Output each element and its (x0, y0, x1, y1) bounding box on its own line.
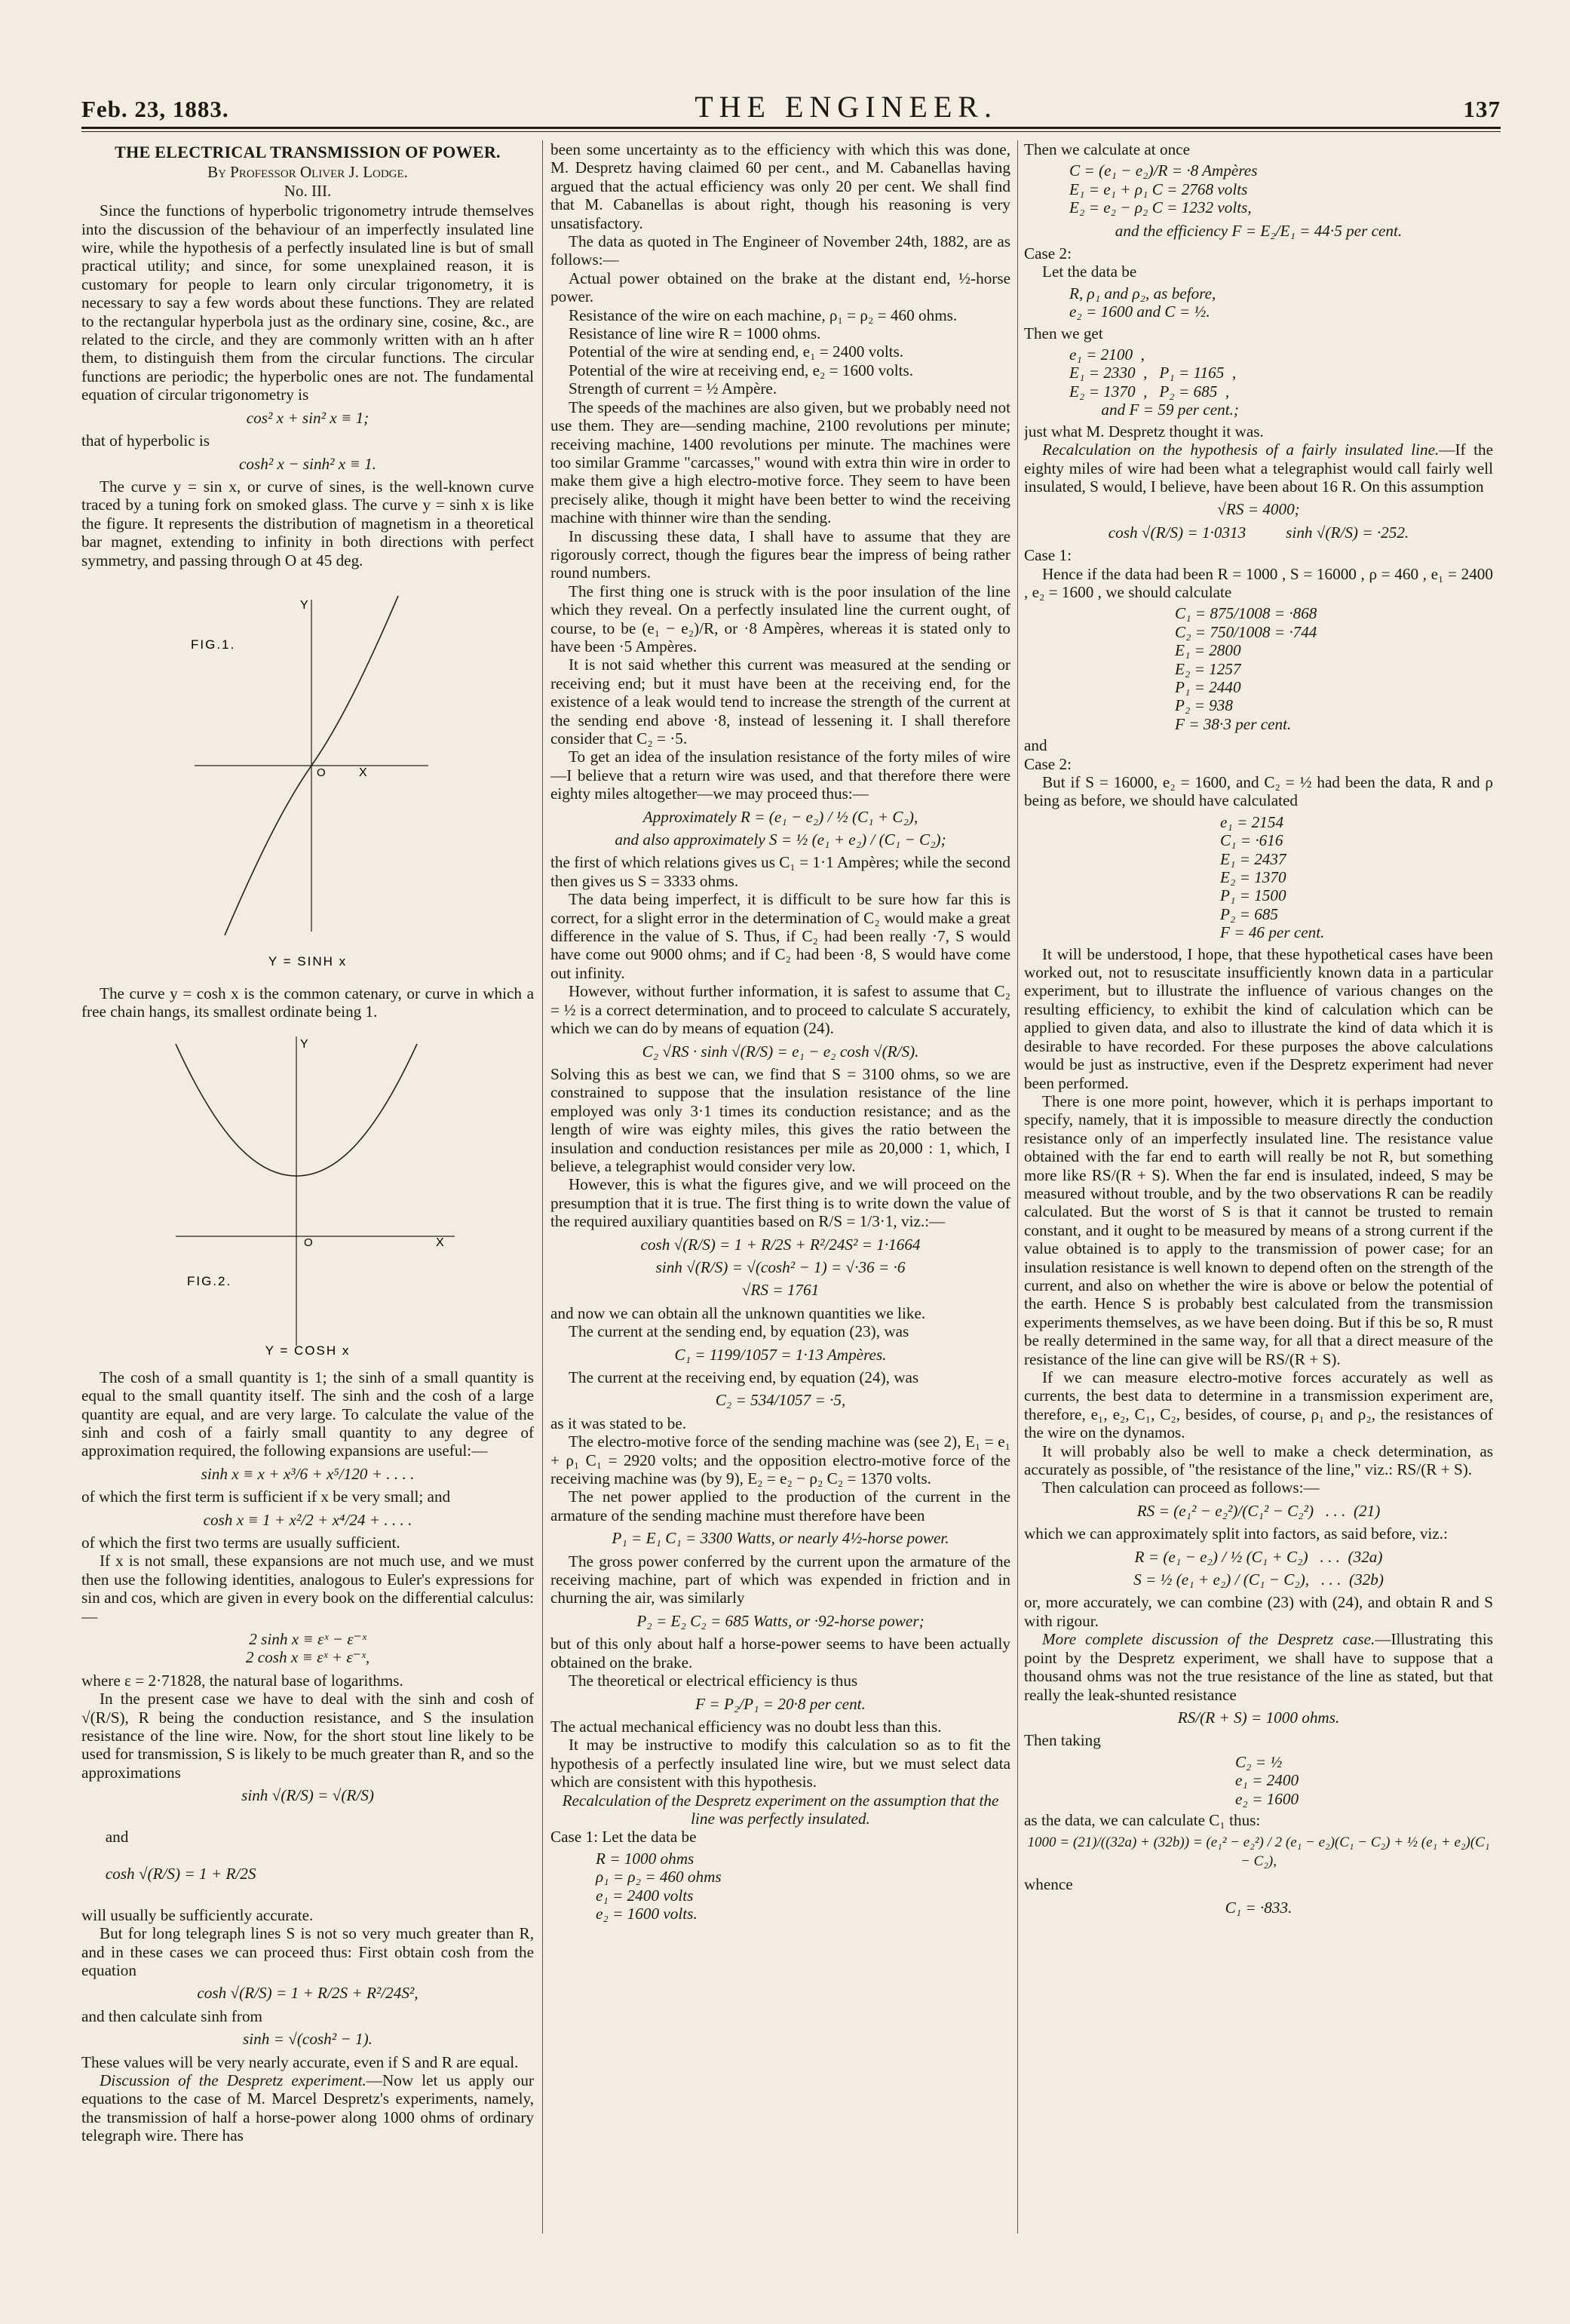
equation: C₂ = 534/1057 = ·5, (715, 1391, 846, 1410)
figure-caption: Y = COSH x (265, 1343, 351, 1358)
equation: C₁ = ·833. (1225, 1898, 1292, 1917)
paragraph: Resistance of line wire R = 1000 ohms. (569, 324, 821, 343)
paragraph: In the present case we have to deal with the sinh and cosh of √(R/S), R being the conduction resistance, and S the insulation resistance of the line wire. Now, for the short stout line likely to be used for transmission, S is likely to be much greater than R, and so the approximations (81, 1690, 534, 1782)
paragraph: been some uncertainty as to the efficiency with which this was done, M. Despretz having claimed 60 per cent., and M. Cabanellas having argued that the actual efficiency was only 20 per cent. We shall find that M. Cabanellas is about right, though his reasoning is very unsatisfactory. (550, 140, 1010, 232)
paragraph (81, 2071, 534, 2145)
paragraph: and now we can obtain all the unknown quantities we like. (550, 1303, 926, 1322)
paragraph: The actual mechanical efficiency was no doubt less than this. (550, 1717, 942, 1736)
data-block: C₁ = 875/1008 = ·868 C₂ = 750/1008 = ·744 E₁ = 2800 E₂ = 1257 P₁ = 2440 P₂ = 938 F = 38·3 per cent. (1175, 604, 1317, 733)
paragraph: and then calculate sinh from (81, 2006, 263, 2025)
section-heading: Recalculation of the Despretz experiment on the assumption that the line was perfectly insulated. (562, 1791, 999, 1828)
paragraph: Hence if the data had been R = 1000 , S = 16000 , ρ = 460 , e₁ = 2400 , e₂ = 1600 , we should calculate (1024, 564, 1493, 601)
equation: C₂ √RS · sinh √(R/S) = e₁ − e₂ cosh √(R/S). (642, 1042, 919, 1061)
paragraph (1024, 1630, 1493, 1704)
paragraph: just what M. Despretz thought it was. (1024, 422, 1264, 441)
equation: sinh √(R/S) = √(cosh² − 1) = √·36 = ·6 (655, 1257, 906, 1276)
equation: cosh √(R/S) = 1 + R/2S + R²/24S² = 1·1664 (640, 1235, 921, 1254)
equation: and the efficiency F = E₂/E₁ = 44·5 per cent. (1115, 221, 1403, 240)
paragraph: If we can measure electro-motive forces accurately as well as currents, the best data to determine in a transmission experiment are, therefore, e₁, e₂, C₁, C₂, besides, of course, ρ₁ and ρ₂, the resistances of the wire on the dynamos. (1024, 1368, 1493, 1442)
paragraph: The gross power conferred by the current upon the armature of the receiving machine, part of which was expended in friction and in churning the air, was similarly (550, 1552, 1010, 1607)
equation: cos² x + sin² x ≡ 1; (246, 408, 370, 427)
equation: Approximately R = (e₁ − e₂) / ½ (C₁ + C₂), (642, 807, 918, 826)
equation: √RS = 1761 (741, 1281, 820, 1300)
paragraph: that of hyperbolic is (81, 431, 210, 450)
paragraph: But if S = 16000, e₂ = 1600, and C₂ = ½ had been the data, R and ρ being as before, we should have calculated (1024, 773, 1493, 810)
paragraph: the first of which relations gives us C₁ = 1·1 Ampères; while the second then gives us S = 3333 ohms. (550, 853, 1010, 890)
paragraph: of which the first two terms are usually sufficient. (81, 1533, 400, 1552)
equation: sinh = √(cosh² − 1). (243, 2030, 373, 2049)
paragraph: The cosh of a small quantity is 1; the sinh of a small quantity is equal to the small quantity itself. The sinh and the cosh of a large quantity are equal, and are very large. To calculate the value of the sinh and cosh of a fairly small quantity to any degree of approximation required, the following expansions are useful:— (81, 1368, 534, 1460)
paragraph: However, without further information, it is safest to assume that C₂ = ½ is a correct determination, and to proceed to calculate S accurately, which we can do by means of equation (24). (550, 982, 1010, 1038)
paragraph: The data being imperfect, it is difficult to be sure how far this is correct, for a slight error in the determination of C₂ would make a great difference in the value of S. Thus, if C₂ had been really ·7, S would have come out 9000 ohms; and if C₂ had been ·8, S would have come out infinity. (550, 890, 1010, 982)
paragraph: Then calculation can proceed as follows:— (1042, 1478, 1320, 1497)
paragraph: where ε = 2·71828, the natural base of logarithms. (81, 1671, 403, 1690)
paragraph: will usually be sufficiently accurate. (81, 1905, 314, 1924)
paragraph: The curve y = sin x, or curve of sines, is the well-known curve traced by a tuning fork on smoked glass. The curve y = sinh x is like the figure. It represents the distribution of magnetism in a theoretical bar magnet, extending to infinity in both directions with perfect symmetry, and passing through O at 45 deg. (81, 477, 534, 569)
journal-title: THE ENGINEER. (695, 90, 998, 124)
paragraph: The theoretical or electrical efficiency is thus (569, 1672, 858, 1690)
equation: and also approximately S = ½ (e₁ + e₂) / (C₁ − C₂); (615, 830, 946, 849)
header-rule (81, 131, 1501, 132)
axis-label-x: X (436, 1236, 444, 1249)
figure-1-sinh-curve (104, 577, 511, 977)
paragraph: Then we calculate at once (1024, 140, 1190, 158)
paragraph-body: —If the eighty miles of wire had been what a telegraphist would call fairly well insulated, S would, I believe, have been about 16 R. On this assumption (1024, 441, 1493, 496)
axis-label-y: Y (300, 598, 308, 612)
axis-label-y: Y (300, 1037, 308, 1051)
paragraph: Resistance of the wire on each machine, ρ₁ = ρ₂ = 460 ohms. (569, 305, 958, 324)
equation: cosh √(R/S) = 1 + R/2S (105, 1864, 256, 1883)
column-3 (1024, 140, 1493, 1921)
section-lead: Recalculation on the hypothesis of a fairly insulated line. (1042, 441, 1440, 459)
article-part-number: No. III. (284, 181, 332, 200)
figure-2-cosh-curve (104, 1029, 511, 1361)
paragraph: Potential of the wire at receiving end, e₂ = 1600 volts. (569, 361, 914, 379)
paragraph: There is one more point, however, which it is perhaps important to specify, namely, that it is impossible to measure directly the conduction resistance only of an imperfectly insulated line. The resistance value obtained with the far end to earth will really be not R, but something more like RS/(R + S). When the far end is insulated, indeed, S may be measured without trouble, and by the two observations R can be readily calculated. But the worst of S is that it cannot be trusted to remain constant, and it ought to be measured by means of a strong current if the value obtained is to apply to the transmission of power case; for an insulation resistance is well known to depend often on the strength of the current, and also on whether the wire is above or below the potential of the earth. Hence S is probably best calculated from the transmission experiments themselves, as we have been doing. But if this be so, R must be really determined in the same way, for all that a direct measure of the resistance of the line can give will be RS/(R + S). (1024, 1091, 1493, 1368)
paragraph: The electro-motive force of the sending machine was (see 2), E₁ = e₁ + ρ₁ C₁ = 2920 volts; and the opposition electro-motive force of the receiving machine was (by 9), E₂ = e₂ − ρ₂ C₂ = 1370 volts. (550, 1432, 1010, 1488)
data-block: R = 1000 ohms ρ₁ = ρ₂ = 460 ohms e₁ = 2400 volts e₂ = 1600 volts. (596, 1849, 722, 1923)
issue-date: Feb. 23, 1883. (81, 96, 229, 122)
paragraph: It is not said whether this current was measured at the sending or receiving end; but it must have been at the receiving end, for the existence of a leak would tend to increase the strength of the current at the sending end above ·8, instead of lessening it. I shall therefore consider that C₂ = ·5. (550, 655, 1010, 748)
paragraph-body: —Illustrating this point by the Despretz experiment, we shall have to suppose that a thousand ohms was not the true resistance of the line as stated, but that really the leak-shunted resistance (1024, 1630, 1493, 1704)
paragraph: It will be understood, I hope, that these hypothetical cases have been worked out, not to resuscitate insufficiently known data in a particular experiment, but to illustrate the influence of various changes on the resulting efficiency, to exhibit the kind of calculation which can be applied to given data, and also to illustrate the kind of data which it is desirable to have recorded. For these purposes the above calculations would be just as instructive, even if the Despretz experiment had never been performed. (1024, 944, 1493, 1092)
paragraph: Case 1: Let the data be (550, 1828, 697, 1847)
article-title: THE ELECTRICAL TRANSMISSION OF POWER. (115, 143, 501, 161)
paragraph: But for long telegraph lines S is not so very much greater than R, and in these cases we can proceed thus: First obtain cosh from the equation (81, 1924, 534, 1979)
data-block: C = (e₁ − e₂)/R = ·8 Ampères E₁ = e₁ + ρ₁ C = 2768 volts E₂ = e₂ − ρ₂ C = 1232 volts, (1069, 161, 1258, 217)
article-byline: By Professor Oliver J. Lodge. (207, 163, 408, 182)
paragraph: Strength of current = ½ Ampère. (569, 379, 777, 398)
equation: C₁ = 1199/1057 = 1·13 Ampères. (674, 1345, 887, 1364)
equation: F = P₂/P₁ = 20·8 per cent. (695, 1694, 866, 1713)
paragraph: as the data, we can calculate C₁ thus: (1024, 1810, 1261, 1829)
paragraph: whence (1024, 1875, 1073, 1894)
equation: P₁ = E₁ C₁ = 3300 Watts, or nearly 4½-horse power. (612, 1529, 949, 1548)
section-lead: More complete discussion of the Despretz case. (1042, 1630, 1375, 1649)
equation: RS = (e₁² − e₂²)/(C₁² − C₂²) . . . (21) (1136, 1501, 1381, 1520)
data-block: C₂ = ½ e₁ = 2400 e₂ = 1600 (1235, 1752, 1299, 1808)
figure-label: FIG.1. (191, 637, 236, 652)
column-2 (550, 140, 1010, 1926)
paragraph: which we can approximately split into factors, as said before, viz.: (1024, 1524, 1448, 1543)
paragraph: If x is not small, these expansions are not much use, and we must then use the following identities, analogous to Euler's expressions for sin and cos, which are given in every book on the differential calculus:— (81, 1552, 534, 1626)
paragraph: The current at the sending end, by equation (23), was (569, 1322, 909, 1341)
equation: cosh √(R/S) = 1 + R/2S + R²/24S², (197, 1984, 419, 2003)
equation: √RS = 4000; (1217, 500, 1300, 519)
paragraph: The data as quoted in The Engineer of November 24th, 1882, are as follows:— (550, 232, 1010, 269)
data-block: e₁ = 2154 C₁ = ·616 E₁ = 2437 E₂ = 1370 P₁ = 1500 P₂ = 685 F = 46 per cent. (1220, 812, 1325, 942)
paragraph: However, this is what the figures give, and we will proceed on the presumption that it is true. The first thing is to write down the value of the required auxiliary quantities based on R/S = 1/3·1, viz.:— (550, 1175, 1010, 1231)
equation: sinh x ≡ x + x³/6 + x⁵/120 + . . . . (201, 1464, 415, 1483)
paragraph: To get an idea of the insulation resistance of the forty miles of wire—I believe that a return wire was used, and that therefore there were eighty miles altogether—we may proceed thus:— (550, 748, 1010, 803)
paragraph: Case 1: (1024, 546, 1072, 565)
column-1 (81, 140, 534, 2145)
equation: P₂ = E₂ C₂ = 685 Watts, or ·92-horse power; (636, 1611, 925, 1630)
paragraph: and (1024, 736, 1047, 755)
figure-caption: Y = SINH x (268, 953, 348, 969)
data-block: e₁ = 2100 , E₁ = 2330 , P₁ = 1165 , E₂ = 1370 , P₂ = 685 , and F = 59 per cent.; (1069, 345, 1239, 419)
equation: cosh √(R/S) = 1·0313 sinh √(R/S) = ·252. (1108, 523, 1409, 542)
column-divider (1017, 140, 1018, 2233)
equation: R = (e₁ − e₂) / ½ (C₁ + C₂) . . . (32a) (1134, 1547, 1383, 1566)
paragraph: Case 2: (1024, 244, 1072, 263)
column-divider (542, 140, 543, 2233)
paragraph: These values will be very nearly accurate, even if S and R are equal. (81, 2052, 519, 2071)
paragraph: Solving this as best we can, we find that S = 3100 ohms, so we are constrained to suppose that the insulation resistance of the line employed was only 3·1 times its conduction resistance; and as the length of wire was eighty miles, this gives the ratio between the insulation and conduction resistances per mile as 20,000 : 1, which, I believe, a telegraphist would consider very low. (550, 1064, 1010, 1175)
equation: cosh² x − sinh² x ≡ 1. (239, 454, 376, 473)
paragraph: Potential of the wire at sending end, e₁ = 2400 volts. (569, 342, 904, 361)
paragraph: The net power applied to the production of the current in the armature of the sending machine must therefore have been (550, 1487, 1010, 1524)
origin-label: O (317, 766, 326, 779)
paragraph: The speeds of the machines are also given, but we probably need not use them. They are—sending machine, 2100 revolutions per minute; receiving machine, 1400 revolutions per minute. The machines were too similar Gramme "carcasses," wound with extra thin wire in order to make them give a high electro-motive force. They seem to have been precisely alike, though it might have been better to wind the receiving machine with thinner wire than the sending. (550, 398, 1010, 527)
equation: RS/(R + S) = 1000 ohms. (1177, 1708, 1340, 1727)
conjunction: and (105, 1828, 129, 1847)
paragraph-body: —Now let us apply our equations to the case of M. Marcel Despretz's experiments, namely, the transmission of half a horse-power along 1000 ohms of ordinary telegraph wire. There has (81, 2071, 534, 2145)
paragraph: as it was stated to be. (550, 1414, 687, 1432)
paragraph: of which the first term is sufficient if x be very small; and (81, 1487, 451, 1506)
paragraph: The current at the receiving end, by equation (24), was (569, 1368, 919, 1386)
paragraph: Then taking (1024, 1731, 1101, 1750)
paragraph: Since the functions of hyperbolic trigonometry intrude themselves into the discussion of the behaviour of an imperfectly insulated line wire, while the hypothesis of a perfectly insulated line is but of small practical utility; and since, for some unexplained reason, it is customary for people to learn only circular trigonometry, it is necessary to say a few words about these functions. They are related to the rectangular hyperbola just as the ordinary sine, cosine, &c., are related to the circle, and they are commonly written with an h after them, to distinguish them from the circular functions. The circular functions are periodic; the hyperbolic ones are not. The fundamental equation of circular trigonometry is (81, 201, 534, 404)
paragraph: The first thing one is struck with is the poor insulation of the line which they reveal. On a perfectly insulated line the current ought, of course, to be (e₁ − e₂)/R, or ·8 Ampères, whereas it is stated only to have been ·5 Ampères. (550, 582, 1010, 655)
paragraph: but of this only about half a horse-power seems to have been actually obtained on the brake. (550, 1635, 1010, 1672)
paragraph: The curve y = cosh x is the common catenary, or curve in which a free chain hangs, its smallest ordinate being 1. (81, 984, 534, 1021)
paragraph: In discussing these data, I shall have to assume that they are rigorously correct, though the figures bear the impress of being rather round numbers. (550, 527, 1010, 582)
axis-label-x: X (359, 766, 367, 779)
paragraph: Then we get (1024, 324, 1103, 342)
paragraph: Case 2: (1024, 754, 1072, 773)
section-lead: Discussion of the Despretz experiment. (100, 2071, 366, 2089)
paragraph: Let the data be (1042, 262, 1137, 281)
page-header (81, 89, 1501, 129)
equation: sinh √(R/S) = √(R/S) (241, 1786, 374, 1805)
equation-row (81, 1810, 534, 1902)
paragraph (1024, 441, 1493, 496)
page-number: 137 (1463, 96, 1501, 122)
origin-label: O (304, 1236, 313, 1249)
equation: 1000 = (21)/((32a) + (32b)) = (e₁² − e₂²) / 2 (e₁ − e₂)(C₁ − C₂) + ½ (e₁ + e₂)(C₁ − C₂), (1027, 1834, 1493, 1869)
figure-label: FIG.2. (187, 1273, 232, 1288)
paragraph: It will probably also be well to make a check determination, as accurately as possible, of "the resistance of the line," viz.: RS/(R + S). (1024, 1441, 1493, 1479)
equation: 2 sinh x ≡ εˣ − ε⁻ˣ 2 cosh x ≡ εˣ + ε⁻ˣ, (245, 1630, 370, 1667)
paragraph: Actual power obtained on the brake at the distant end, ½-horse power. (550, 269, 1010, 306)
data-block: R, ρ₁ and ρ₂, as before, e₂ = 1600 and C = ½. (1069, 284, 1216, 321)
equation: cosh x ≡ 1 + x²/2 + x⁴/24 + . . . . (203, 1510, 412, 1529)
paragraph: It may be instructive to modify this calculation so as to fit the hypothesis of a perfectly insulated line wire, but we must select data which are consistent with this hypothesis. (550, 1736, 1010, 1791)
paragraph: or, more accurately, we can combine (23) with (24), and obtain R and S with rigour. (1024, 1593, 1493, 1630)
equation: S = ½ (e₁ + e₂) / (C₁ − C₂), . . . (32b) (1133, 1570, 1384, 1589)
